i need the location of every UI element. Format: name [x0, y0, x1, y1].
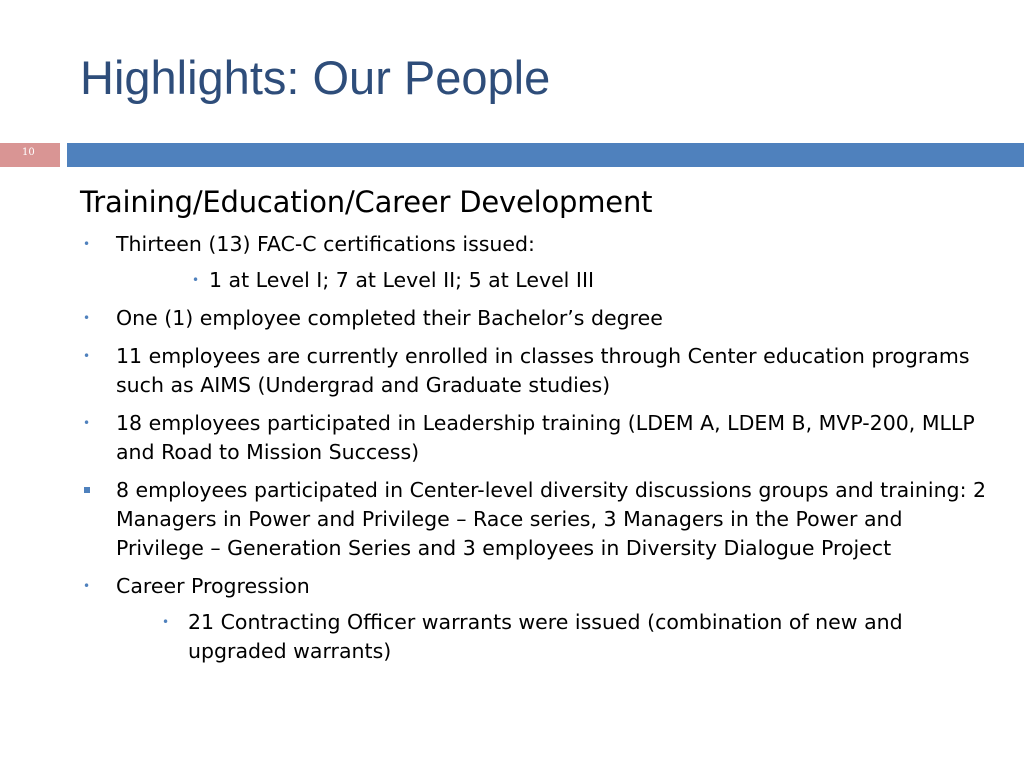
- bullet-icon: •: [83, 349, 91, 363]
- bullet-icon: •: [83, 579, 91, 593]
- list-item-text: 11 employees are currently enrolled in classes through Center education programs such as AIMS (Undergrad and Graduate studies): [116, 344, 970, 397]
- list-item-text: Career Progression: [116, 574, 310, 598]
- square-bullet-icon: [84, 487, 90, 493]
- sub-list-item-text: 21 Contracting Officer warrants were issued (combination of new and upgraded warrants): [188, 610, 903, 663]
- list-item: [80, 230, 990, 295]
- slide-number: 10: [22, 147, 35, 158]
- bullet-icon: •: [83, 237, 91, 251]
- list-item: [80, 409, 990, 467]
- list-item: [80, 476, 990, 563]
- bullet-icon: •: [162, 615, 170, 629]
- list-item: [80, 342, 990, 400]
- bullet-list: [80, 230, 990, 666]
- slide-number-box: [0, 143, 60, 167]
- list-item-text: One (1) employee completed their Bachelor’s degree: [116, 306, 663, 330]
- sub-list-item: [182, 266, 990, 295]
- slide-title: Highlights: Our People: [80, 51, 551, 104]
- bullet-icon: •: [83, 416, 91, 430]
- sub-list-item-text: 1 at Level I; 7 at Level II; 5 at Level III: [209, 268, 595, 292]
- list-item-text: Thirteen (13) FAC-C certifications issued:: [116, 232, 535, 256]
- title-divider-bar: [67, 143, 1024, 167]
- list-item: [80, 572, 990, 666]
- list-item: [80, 304, 990, 333]
- bullet-icon: •: [192, 273, 200, 287]
- section-heading: Training/Education/Career Development: [80, 185, 653, 219]
- slide-content: [80, 182, 990, 675]
- list-item-text: 18 employees participated in Leadership training (LDEM A, LDEM B, MVP-200, MLLP and Road to Mission Success): [116, 411, 975, 464]
- list-item-text: 8 employees participated in Center-level diversity discussions groups and training: 2 Managers in Power and Privilege – Race series, 3 Managers in the Power and Privilege – Generation Series and 3 employees in Diversity Dialogue Project: [116, 478, 987, 560]
- sub-list-item: [152, 608, 990, 666]
- sub-bullet-list: [116, 608, 990, 666]
- bullet-icon: •: [83, 311, 91, 325]
- sub-bullet-list: [116, 266, 990, 295]
